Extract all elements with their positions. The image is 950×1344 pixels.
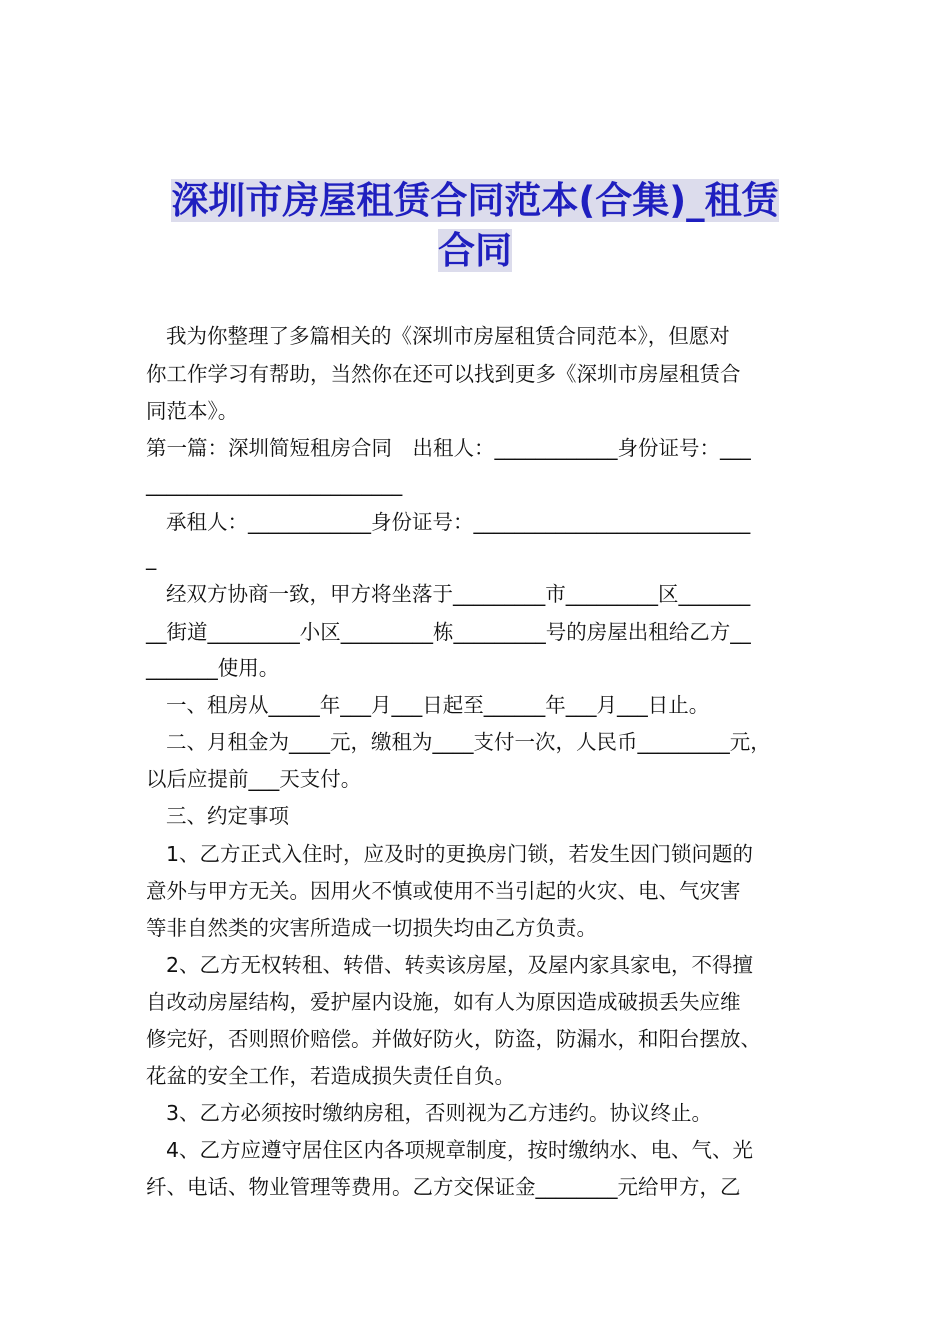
body-line: 2、乙方无权转租、转借、转卖该房屋，及屋内家具家电，不得擅 xyxy=(166,953,754,977)
document-title xyxy=(150,176,800,276)
body-line: 你工作学习有帮助，当然你在还可以找到更多《深圳市房屋租赁合 xyxy=(146,362,741,386)
body-line: 1、乙方正式入住时，应及时的更换房门锁，若发生因门锁问题的 xyxy=(166,842,754,866)
body-line: 等非自然类的灾害所造成一切损失均由乙方负责。 xyxy=(146,916,597,940)
body-line: _______使用。 xyxy=(146,656,280,680)
body-line: 第一篇：深圳简短租房合同 出租人：____________身份证号：___ xyxy=(146,436,751,460)
body-line: _ xyxy=(146,546,157,570)
body-line: 修完好，否则照价赔偿。并做好防火，防盗，防漏水，和阳台摆放、 xyxy=(146,1027,761,1051)
body-line: 花盆的安全工作，若造成损失责任自负。 xyxy=(146,1064,515,1088)
body-line: 意外与甲方无关。因用火不慎或使用不当引起的火灾、电、气灾害 xyxy=(146,879,741,903)
body-line: __街道_________小区_________栋_________号的房屋出租给乙方__ xyxy=(146,620,751,644)
body-line: 3、乙方必须按时缴纳房租，否则视为乙方违约。协议终止。 xyxy=(166,1101,713,1125)
title-line-2: 合同 xyxy=(438,229,512,272)
body-line: 经双方协商一致，甲方将坐落于_________市_________区_______ xyxy=(166,582,751,606)
body-line: 以后应提前___天支付。 xyxy=(146,767,362,791)
body-line: 三、约定事项 xyxy=(166,804,289,828)
body-line: _________________________ xyxy=(146,472,403,496)
body-line: 同范本》。 xyxy=(146,399,239,423)
body-line: 我为你整理了多篇相关的《深圳市房屋租赁合同范本》，但愿对 xyxy=(166,324,730,348)
body-line: 一、租房从_____年___月___日起至______年___月___日止。 xyxy=(166,693,710,717)
body-line: 纤、电话、物业管理等费用。乙方交保证金________元给甲方，乙 xyxy=(146,1175,741,1199)
body-line: 4、乙方应遵守居住区内各项规章制度，按时缴纳水、电、气、光 xyxy=(166,1138,754,1162)
body-line: 自改动房屋结构，爱护屋内设施，如有人为原因造成破损丢失应维 xyxy=(146,990,741,1014)
body-line: 二、月租金为____元，缴租为____支付一次，人民币_________元， xyxy=(166,730,771,754)
body-line: 承租人：____________身份证号：___________________________ xyxy=(166,510,751,534)
title-line-1: 深圳市房屋租赁合同范本(合集)_租赁 xyxy=(171,179,779,222)
